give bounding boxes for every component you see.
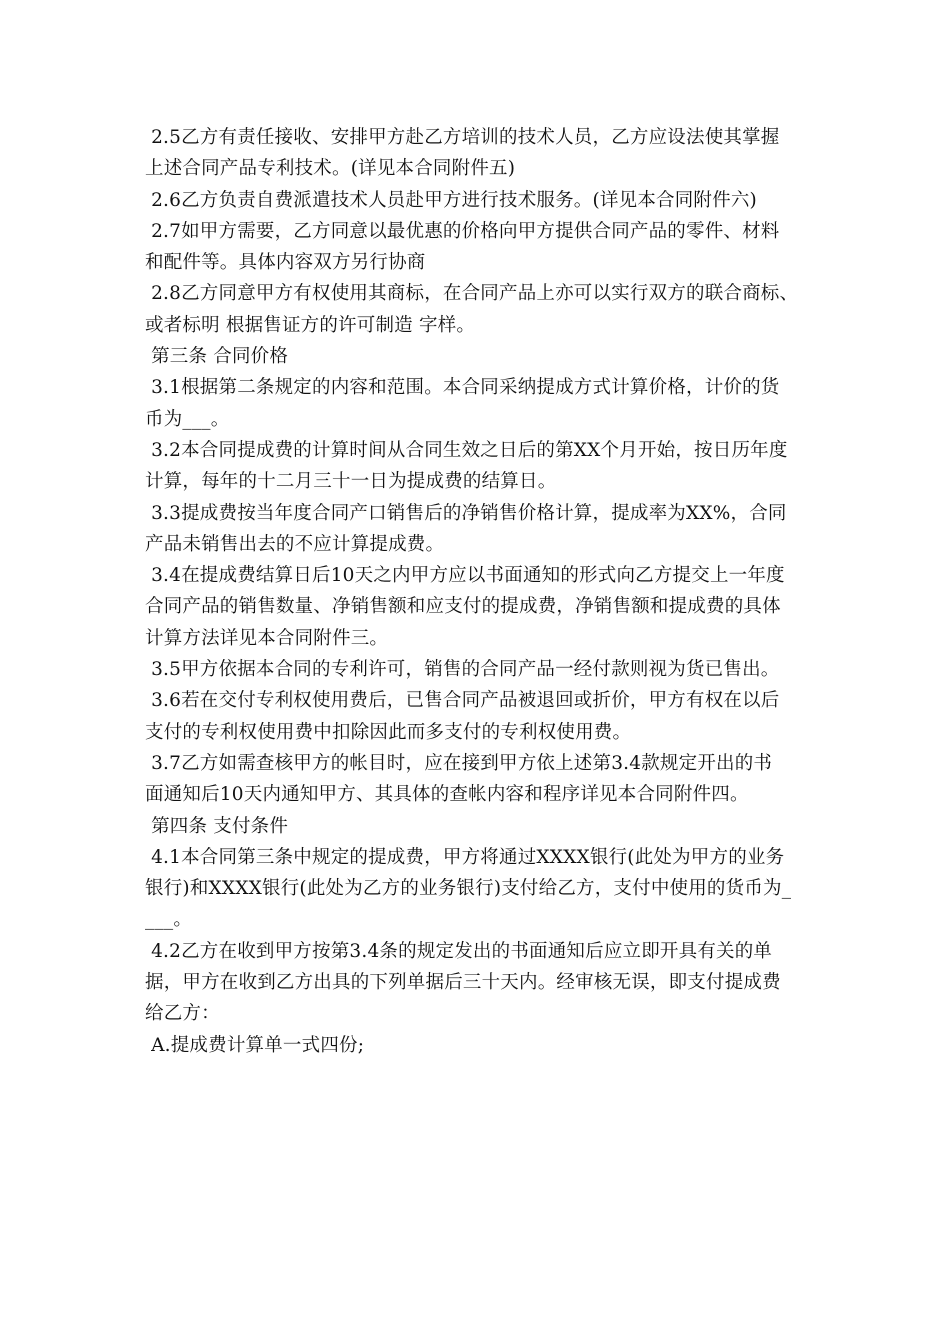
clause-3-3-line-1: 3.3提成费按当年度合同产口销售后的净销售价格计算，提成率为XX%，合同 [145,502,787,524]
clause-3-3-line-2: 产品未销售出去的不应计算提成费。 [145,533,445,555]
clause-3-4-line-2: 合同产品的销售数量、净销售额和应支付的提成费，净销售额和提成费的具体 [145,596,781,618]
clause-4-2-line-2: 据，甲方在收到乙方出具的下列单据后三十天内。经审核无误，即支付提成费 [145,972,781,994]
clause-3-1-line-2: 币为___。 [145,408,230,430]
clause-3-6-line-1: 3.6若在交付专利权使用费后，已售合同产品被退回或折价，甲方有权在以后 [145,690,780,712]
article-4-heading: 第四条 支付条件 [145,815,289,837]
clause-3-7-line-2: 面通知后10天内通知甲方、其具体的查帐内容和程序详见本合同附件四。 [145,784,749,806]
clause-3-4-line-3: 计算方法详见本合同附件三。 [145,627,389,649]
clause-3-2-line-1: 3.2本合同提成费的计算时间从合同生效之日后的第XX个月开始，按日历年度 [145,439,788,461]
article-3-heading: 第三条 合同价格 [145,346,289,368]
clause-3-4-line-1: 3.4在提成费结算日后10天之内甲方应以书面通知的形式向乙方提交上一年度 [145,565,785,587]
clause-3-5-line-1: 3.5甲方依据本合同的专利许可，销售的合同产品一经付款则视为货已售出。 [145,659,780,681]
clause-3-6-line-2: 支付的专利权使用费中扣除因此而多支付的专利权使用费。 [145,721,632,743]
document-body [145,122,817,1061]
clause-2-5-line-2: 上述合同产品专利技术。(详见本合同附件五) [145,158,516,180]
clause-2-7-line-1: 2.7如甲方需要，乙方同意以最优惠的价格向甲方提供合同产品的零件、材料 [145,220,780,242]
clause-3-1-line-1: 3.1根据第二条规定的内容和范围。本合同采纳提成方式计算价格，计价的货 [145,377,780,399]
clause-4-1-line-3: ___。 [145,909,193,931]
clause-3-7-line-1: 3.7乙方如需查核甲方的帐目时，应在接到甲方依上述第3.4款规定开出的书 [145,752,773,774]
clause-4-1-line-2: 银行)和XXXX银行(此处为乙方的业务银行)支付给乙方，支付中使用的货币为_ [145,878,792,900]
clause-4-2-line-1: 4.2乙方在收到甲方按第3.4条的规定发出的书面通知后应立即开具有关的单 [145,940,773,962]
clause-2-8-line-1: 2.8乙方同意甲方有权使用其商标，在合同产品上亦可以实行双方的联合商标、 [145,283,799,305]
clause-4-2-line-3: 给乙方： [145,1003,220,1025]
clause-2-6-line-1: 2.6乙方负责自费派遣技术人员赴甲方进行技术服务。(详见本合同附件六) [145,189,757,211]
clause-2-5-line-1: 2.5乙方有责任接收、安排甲方赴乙方培训的技术人员，乙方应设法使其掌握 [145,127,780,148]
clause-2-8-line-2: 或者标明 根据售证方的许可制造 字样。 [145,314,476,336]
clause-3-2-line-2: 计算，每年的十二月三十一日为提成费的结算日。 [145,471,557,493]
clause-4-1-line-1: 4.1本合同第三条中规定的提成费，甲方将通过XXXX银行(此处为甲方的业务 [145,846,785,868]
clause-2-7-line-2: 和配件等。具体内容双方另行协商 [145,252,426,274]
item-a-line: A.提成费计算单一式四份; [145,1034,365,1056]
